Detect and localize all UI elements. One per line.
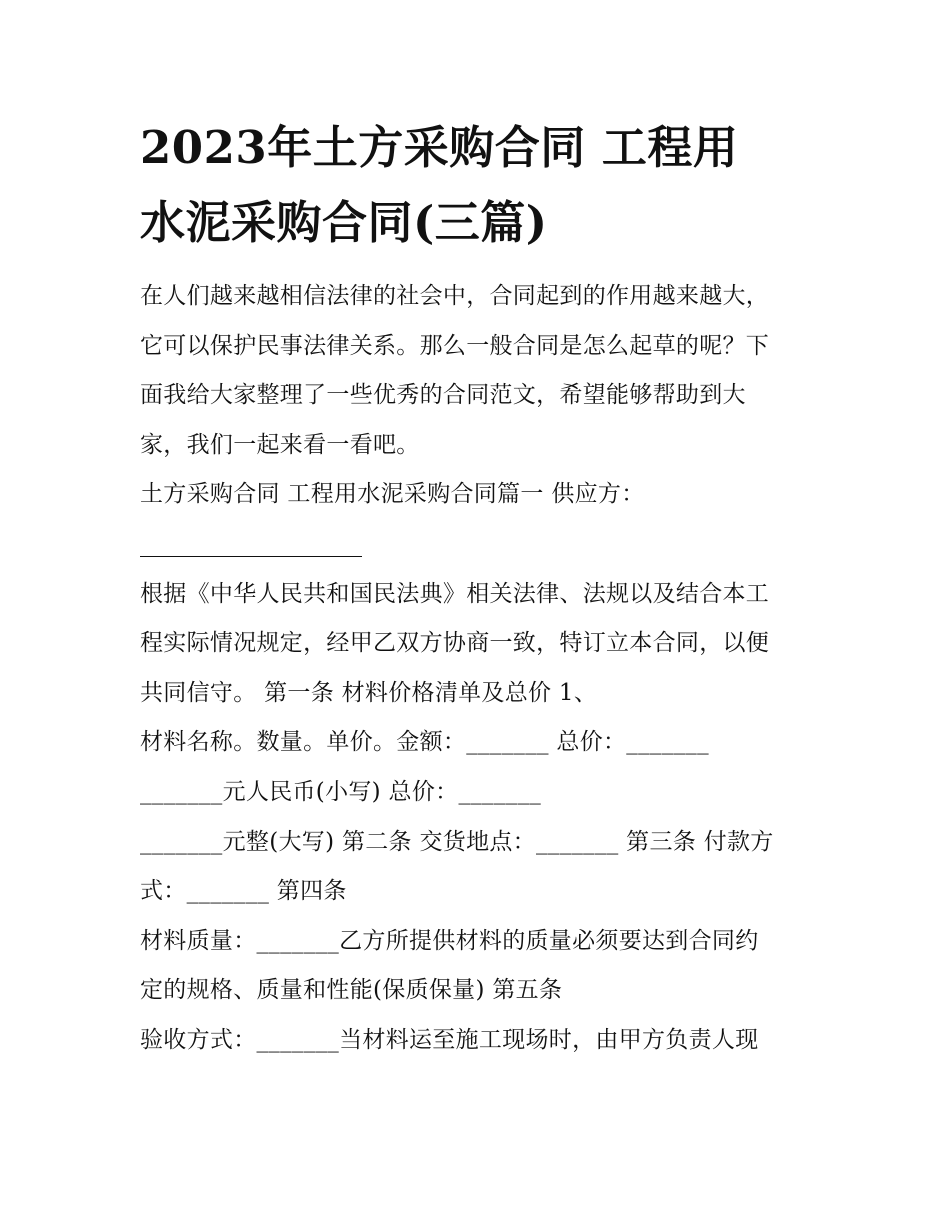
body-line-4: 家，我们一起来看一看吧。 [140,431,420,458]
body-line-2: 它可以保护民事法律关系。那么一般合同是怎么起草的呢？下 [140,332,770,359]
body-line-5: 土方采购合同 工程用水泥采购合同篇一 供应方： [140,481,645,508]
body-line-16: 验收方式：_______当材料运至施工现场时，由甲方负责人现 [140,1026,759,1053]
title-line-2: 水泥采购合同(三篇) [140,196,548,249]
document-title [140,110,820,260]
body-line-8: 程实际情况规定，经甲乙双方协商一致，特订立本合同，以便 [140,630,770,657]
document-body [140,272,820,1066]
body-line-14: 材料质量：_______乙方所提供材料的质量必须要达到合同约 [140,927,759,954]
body-line-10: 材料名称。数量。单价。金额：_______ 总价：_______ [140,729,709,756]
title-line-1: 2023年土方采购合同 工程用 [140,121,739,174]
body-line-9: 共同信守。 第一条 材料价格清单及总价 1、 [140,679,598,706]
supplier-blank-rule [140,556,362,557]
supplier-blank-line [140,520,820,570]
body-line-11: _______元人民币(小写) 总价：_______ [140,778,542,805]
body-line-13: 式：_______ 第四条 [140,878,347,905]
body-line-7: 根据《中华人民共和国民法典》相关法律、法规以及结合本工 [140,580,770,607]
body-line-12: _______元整(大写) 第二条 交货地点：_______ 第三条 付款方 [140,828,774,855]
body-line-15: 定的规格、质量和性能(保质保量) 第五条 [140,977,563,1004]
document-page [140,110,820,1066]
body-line-3: 面我给大家整理了一些优秀的合同范文，希望能够帮助到大 [140,382,746,409]
body-line-1: 在人们越来越相信法律的社会中，合同起到的作用越来越大， [140,283,770,309]
